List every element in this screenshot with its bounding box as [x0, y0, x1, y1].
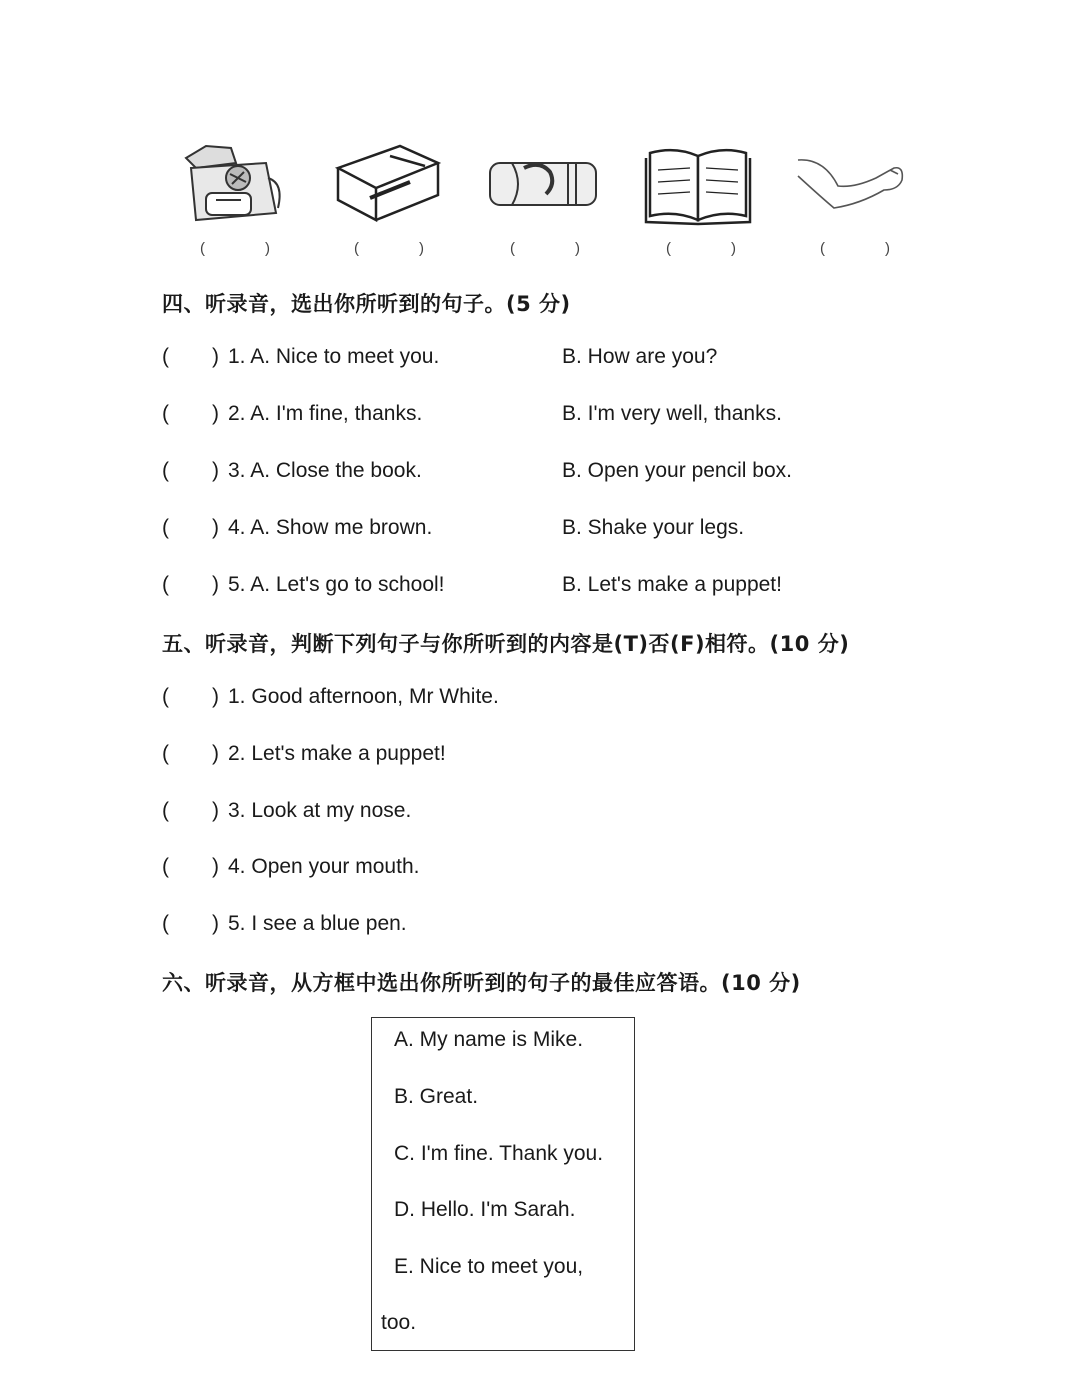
answer-blank-close: ) [212, 516, 219, 539]
picture-answer-blank-2[interactable]: ( ) [354, 240, 424, 257]
option-b: B. Shake your legs. [562, 516, 745, 539]
answer-blank-close: ) [212, 912, 219, 935]
section-5-question [162, 797, 982, 825]
answer-blank-close: ) [212, 459, 219, 482]
picture-answer-blank-4[interactable]: ( ) [666, 240, 736, 257]
section-6-title: 六、听录音，从方框中选出你所听到的句子的最佳应答语。(10 分) [162, 971, 801, 995]
option-item: C. I'm fine. Thank you. [394, 1142, 604, 1165]
option-a: A. I'm fine, thanks. [250, 402, 423, 425]
option-b: B. How are you? [562, 345, 718, 368]
answer-blank-open[interactable]: ( [162, 799, 169, 822]
answer-blank-open[interactable]: ( [162, 685, 169, 708]
statement: Open your mouth. [251, 855, 420, 878]
answer-blank-close: ) [212, 345, 219, 368]
answer-blank-close: ) [212, 402, 219, 425]
option-item-continuation: too. [381, 1311, 417, 1334]
option-b: B. Let's make a puppet! [562, 573, 782, 596]
option-b: B. Open your pencil box. [562, 459, 792, 482]
picture-answer-blank-3[interactable]: ( ) [510, 240, 580, 257]
section-5-question [162, 853, 982, 881]
picture-answer-blank-5[interactable]: ( ) [820, 240, 890, 257]
option-a: A. Let's go to school! [250, 573, 445, 596]
section-5-question [162, 683, 982, 711]
option-a: A. Nice to meet you. [250, 345, 440, 368]
answer-blank-open[interactable]: ( [162, 855, 169, 878]
answer-blank-open[interactable]: ( [162, 742, 169, 765]
option-item: A. My name is Mike. [394, 1028, 584, 1051]
option-a: A. Show me brown. [250, 516, 433, 539]
picture-answer-blank-1[interactable]: ( ) [200, 240, 270, 257]
statement: Let's make a puppet! [251, 742, 446, 765]
section-4-question [162, 400, 982, 428]
answer-blank-close: ) [212, 855, 219, 878]
option-b: B. I'm very well, thanks. [562, 402, 782, 425]
arm-picture [794, 138, 914, 228]
question-number: 4. [228, 855, 246, 878]
answer-blank-open[interactable]: ( [162, 459, 169, 482]
statement: Look at my nose. [251, 799, 412, 822]
answer-blank-close: ) [212, 573, 219, 596]
option-item: E. Nice to meet you, [394, 1255, 584, 1278]
answer-blank-close: ) [212, 799, 219, 822]
section-4-question [162, 571, 982, 599]
statement: Good afternoon, Mr White. [251, 685, 499, 708]
answer-blank-open[interactable]: ( [162, 516, 169, 539]
eraser-icon [484, 138, 604, 228]
answer-blank-open[interactable]: ( [162, 345, 169, 368]
pencil-box-icon [330, 138, 450, 228]
section-4-question [162, 343, 982, 371]
answer-options-box [371, 1017, 635, 1351]
book-picture [640, 138, 760, 228]
option-item: B. Great. [394, 1085, 479, 1108]
section-4-question [162, 457, 982, 485]
answer-blank-open[interactable]: ( [162, 402, 169, 425]
schoolbag-picture [176, 138, 296, 228]
option-a: A. Close the book. [250, 459, 422, 482]
pencil-box-picture [330, 138, 450, 228]
question-number: 5. [228, 573, 246, 596]
question-number: 5. [228, 912, 246, 935]
answer-blank-open[interactable]: ( [162, 912, 169, 935]
book-icon [640, 138, 760, 228]
section-5-title: 五、听录音，判断下列句子与你所听到的内容是(T)否(F)相符。(10 分) [162, 632, 850, 656]
question-number: 1. [228, 685, 246, 708]
answer-blank-open[interactable]: ( [162, 573, 169, 596]
question-number: 2. [228, 402, 246, 425]
arm-icon [794, 138, 914, 228]
option-item: D. Hello. I'm Sarah. [394, 1198, 576, 1221]
eraser-picture [484, 138, 604, 228]
answer-blank-close: ) [212, 685, 219, 708]
question-number: 1. [228, 345, 246, 368]
section-4-question [162, 514, 982, 542]
statement: I see a blue pen. [251, 912, 407, 935]
question-number: 3. [228, 799, 246, 822]
question-number: 4. [228, 516, 246, 539]
section-5-question [162, 910, 982, 938]
question-number: 2. [228, 742, 246, 765]
schoolbag-icon [176, 138, 296, 228]
question-number: 3. [228, 459, 246, 482]
section-4-title: 四、听录音，选出你所听到的句子。(5 分) [162, 292, 571, 316]
answer-blank-close: ) [212, 742, 219, 765]
section-5-question [162, 740, 982, 768]
